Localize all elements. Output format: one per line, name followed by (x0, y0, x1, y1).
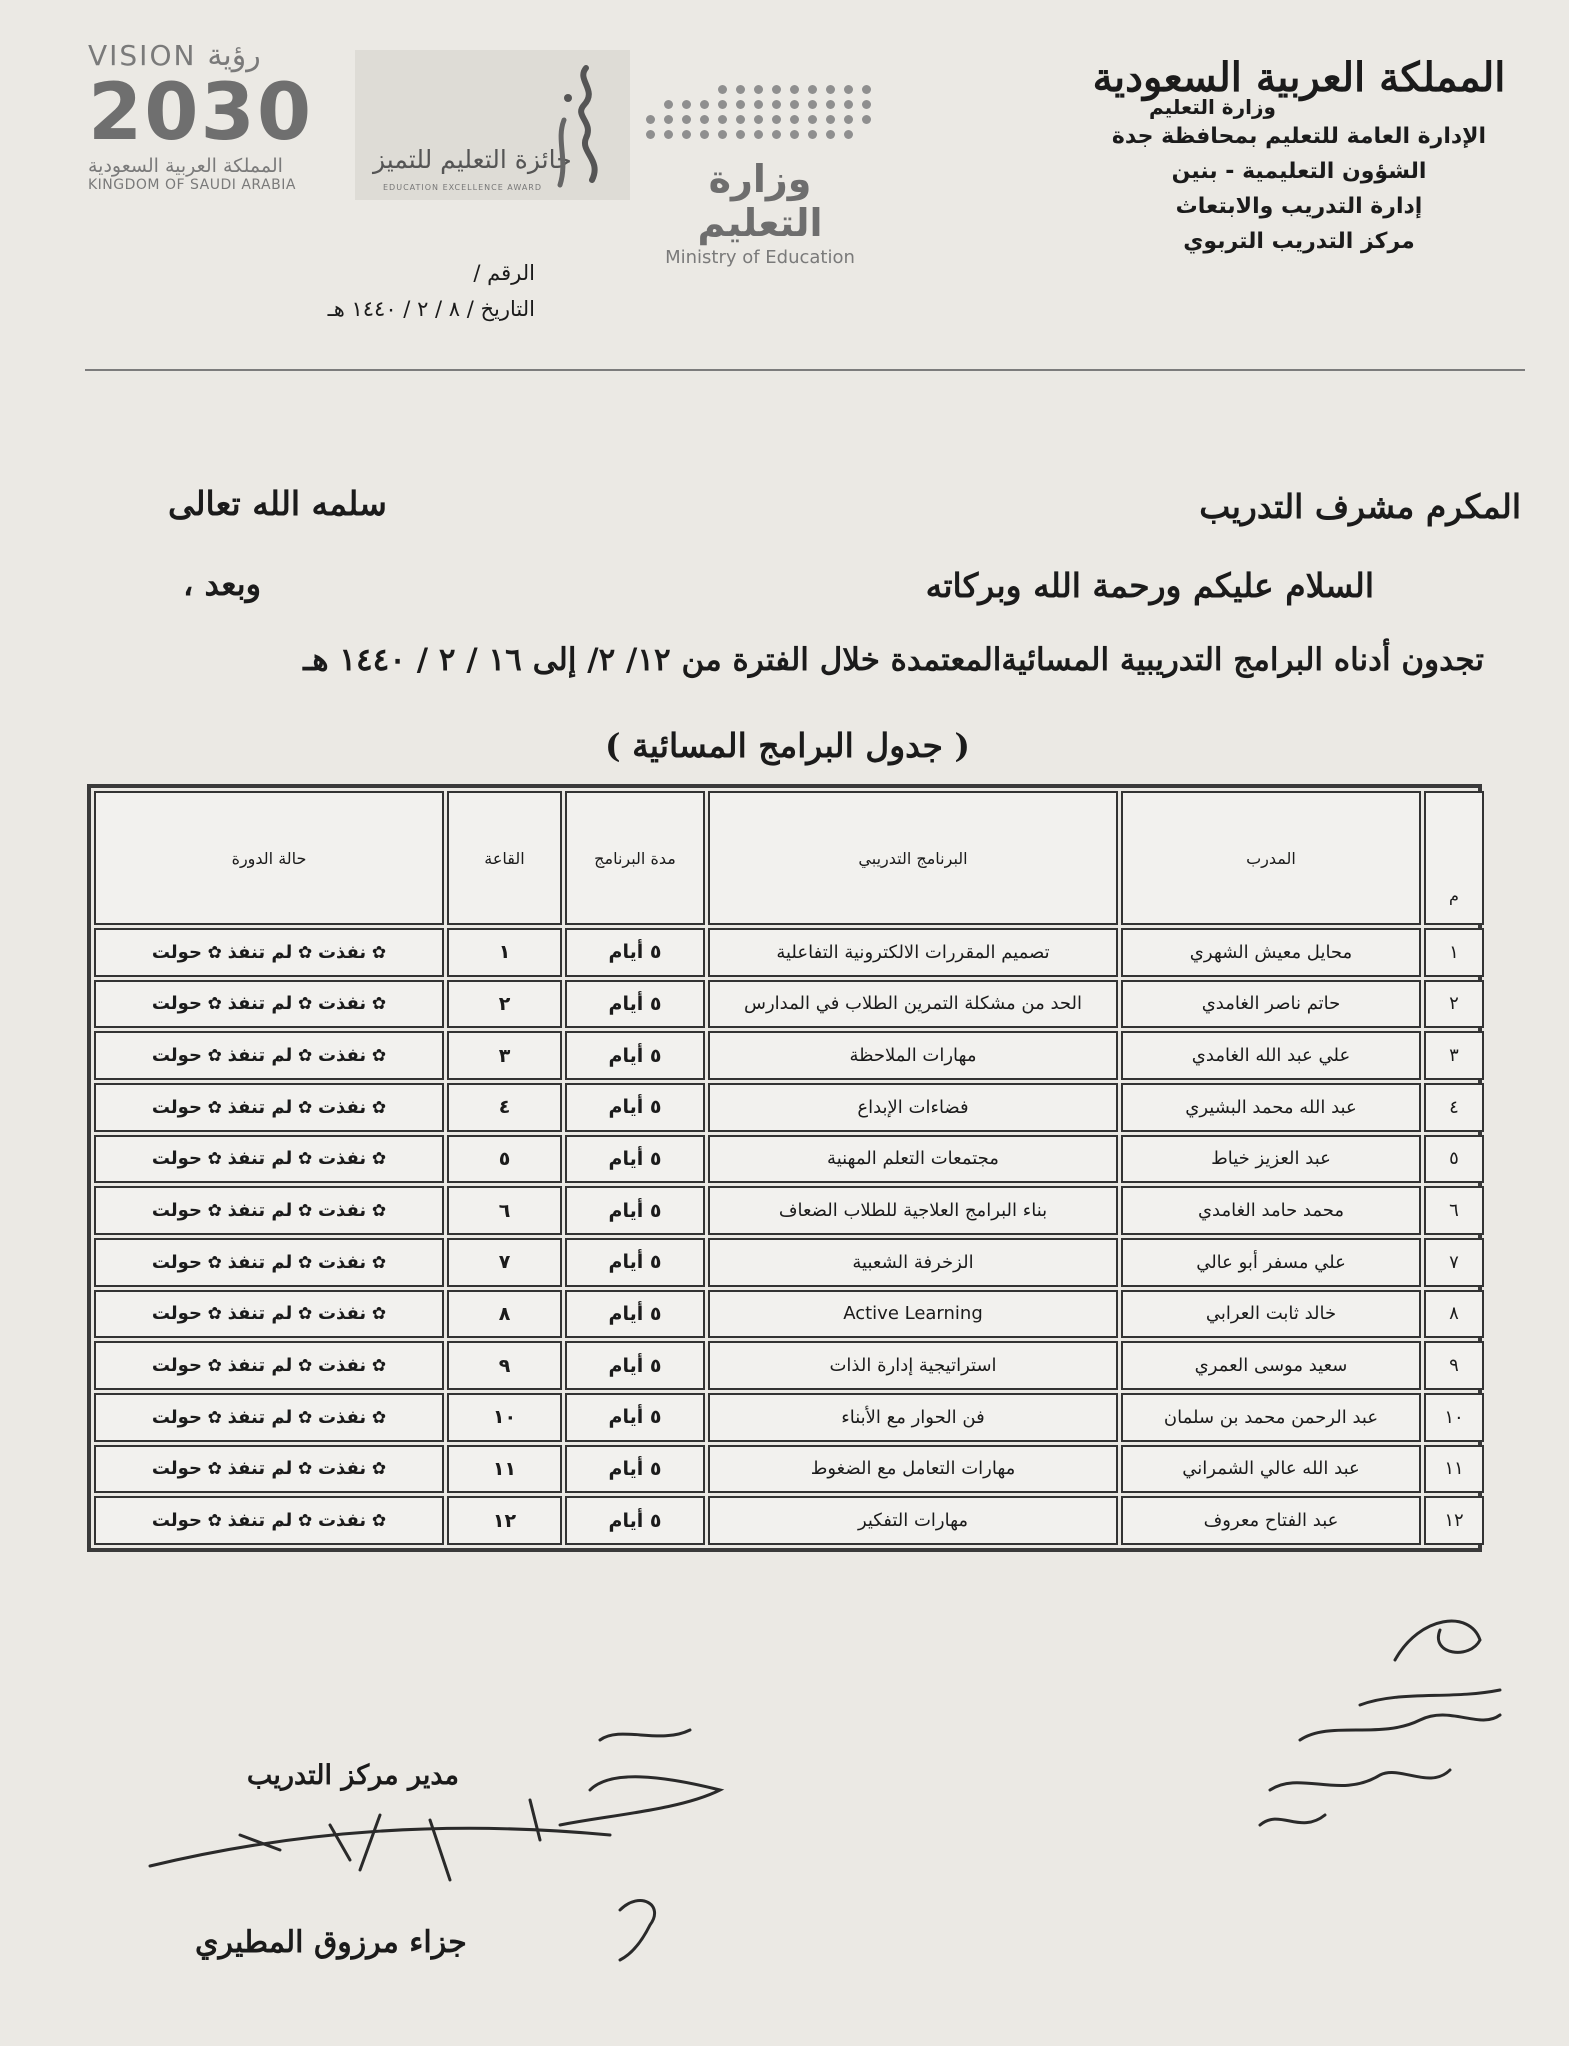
moe-dot (826, 85, 835, 94)
column-header-trainer: المدرب (1121, 791, 1421, 925)
moe-dot (826, 130, 835, 139)
table-row (94, 1135, 1484, 1184)
row-index: ٨ (1424, 1290, 1484, 1339)
moe-dot (844, 130, 853, 139)
row-trainer: علي عبد الله الغامدي (1121, 1031, 1421, 1080)
letterhead (1089, 55, 1509, 259)
table-title: ( جدول البرامج المسائية ) (605, 726, 970, 765)
table-row (94, 1290, 1484, 1339)
moe-dot (790, 130, 799, 139)
moe-dot (682, 130, 691, 139)
row-duration: ٥ أيام (565, 1496, 705, 1545)
moe-dot (790, 100, 799, 109)
row-room: ٢ (447, 980, 562, 1029)
status-option-gear-icon: ✿ (297, 1459, 313, 1480)
moe-dot (772, 85, 781, 94)
status-option-gear-icon: ✿ (297, 1201, 313, 1222)
row-trainer: عبد الفتاح معروف (1121, 1496, 1421, 1545)
row-room: ٤ (447, 1083, 562, 1132)
row-program: بناء البرامج العلاجية للطلاب الضعاف (708, 1186, 1118, 1235)
status-option-gear-icon: ✿ (371, 1356, 387, 1377)
ministry-of-education-logo (645, 85, 875, 268)
row-duration: ٥ أيام (565, 1031, 705, 1080)
director-title: مدير مركز التدريب (246, 1760, 459, 1791)
row-program: مجتمعات التعلم المهنية (708, 1135, 1118, 1184)
status-option-label: لم تنفذ (227, 941, 293, 963)
vision-logo-country-english: KINGDOM OF SAUDI ARABIA (88, 177, 296, 193)
status-option-gear-icon: ✿ (207, 1356, 222, 1377)
row-index: ١٠ (1424, 1393, 1484, 1442)
status-option-gear-icon: ✿ (297, 1304, 313, 1325)
status-option-gear-icon: ✿ (371, 1046, 387, 1067)
row-duration: ٥ أيام (565, 928, 705, 977)
row-trainer: عبد الله محمد البشيري (1121, 1083, 1421, 1132)
row-room: ١٠ (447, 1393, 562, 1442)
status-option-label: نفذت (317, 1510, 367, 1532)
status-option-label: نفذت (317, 993, 367, 1015)
status-option-label: نفذت (317, 1458, 367, 1480)
status-option-label: لم تنفذ (227, 1406, 293, 1428)
status-option-gear-icon: ✿ (207, 1046, 222, 1067)
status-option-gear-icon: ✿ (371, 1304, 387, 1325)
moe-dot (754, 85, 763, 94)
moe-dot (646, 115, 655, 124)
status-option-gear-icon: ✿ (207, 1407, 222, 1428)
status-option-gear-icon: ✿ (371, 1407, 387, 1428)
status-option-label: حولت (151, 1355, 202, 1377)
status-option-label: نفذت (317, 1355, 367, 1377)
moe-dot (808, 130, 817, 139)
row-program: الحد من مشكلة التمرين الطلاب في المدارس (708, 980, 1118, 1029)
programs-table (91, 788, 1487, 1548)
status-option-gear-icon: ✿ (297, 1149, 313, 1170)
status-option-gear-icon: ✿ (207, 942, 222, 963)
status-option-gear-icon: ✿ (371, 1097, 387, 1118)
moe-dot (754, 115, 763, 124)
row-status-options (94, 1341, 444, 1390)
letterhead-line: الشؤون التعليمية - بنين (1171, 159, 1427, 184)
status-option-gear-icon: ✿ (207, 1304, 222, 1325)
row-duration: ٥ أيام (565, 1238, 705, 1287)
status-option-label: نفذت (317, 1045, 367, 1067)
greeting: السلام عليكم ورحمة الله وبركاته (925, 566, 1374, 605)
moe-dot (664, 100, 673, 109)
row-status-options (94, 1083, 444, 1132)
row-index: ٤ (1424, 1083, 1484, 1132)
letterhead-line: مركز التدريب التربوي (1183, 229, 1415, 254)
row-trainer: خالد ثابت العرابي (1121, 1290, 1421, 1339)
row-status-options (94, 1496, 444, 1545)
row-index: ١ (1424, 928, 1484, 977)
status-option-gear-icon: ✿ (371, 994, 387, 1015)
row-duration: ٥ أيام (565, 1393, 705, 1442)
status-option-label: لم تنفذ (227, 1045, 293, 1067)
status-option-label: لم تنفذ (227, 1458, 293, 1480)
award-logo-english: EDUCATION EXCELLENCE AWARD (383, 183, 543, 192)
table-row (94, 1496, 1484, 1545)
table-row (94, 1083, 1484, 1132)
moe-dot (682, 100, 691, 109)
moe-dot (664, 130, 673, 139)
after-greeting: وبعد ، (183, 565, 262, 603)
status-option-gear-icon: ✿ (371, 1511, 387, 1532)
table-row (94, 928, 1484, 977)
moe-dot (826, 115, 835, 124)
row-program: الزخرفة الشعبية (708, 1238, 1118, 1287)
row-duration: ٥ أيام (565, 980, 705, 1029)
status-option-label: لم تنفذ (227, 1510, 293, 1532)
status-option-gear-icon: ✿ (207, 1511, 222, 1532)
table-row (94, 1341, 1484, 1390)
status-option-label: لم تنفذ (227, 1251, 293, 1273)
status-option-label: نفذت (317, 1096, 367, 1118)
row-program: فضاءات الإبداع (708, 1083, 1118, 1132)
row-duration: ٥ أيام (565, 1083, 705, 1132)
status-option-gear-icon: ✿ (297, 1356, 313, 1377)
moe-dot (790, 115, 799, 124)
intro-paragraph: تجدون أدناه البرامج التدريبية المسائيةالمعتمدة خلال الفترة من ١٢/ ٢/ إلى ١٦ / ٢ / ١٤٤٠ هـ (303, 642, 1484, 678)
moe-dot (700, 115, 709, 124)
moe-dot (736, 130, 745, 139)
honorific: سلمه الله تعالى (168, 484, 387, 523)
row-status-options (94, 1290, 444, 1339)
column-header-index: م (1424, 791, 1484, 925)
status-option-label: لم تنفذ (227, 1096, 293, 1118)
moe-dot (718, 100, 727, 109)
status-option-label: نفذت (317, 1148, 367, 1170)
row-program: تصميم المقررات الالكترونية التفاعلية (708, 928, 1118, 977)
row-program: مهارات التفكير (708, 1496, 1118, 1545)
row-room: ٣ (447, 1031, 562, 1080)
programs-table-frame (87, 784, 1482, 1552)
row-room: ١١ (447, 1445, 562, 1494)
moe-dot (772, 115, 781, 124)
row-status-options (94, 1445, 444, 1494)
status-option-gear-icon: ✿ (297, 1407, 313, 1428)
status-option-gear-icon: ✿ (207, 1459, 222, 1480)
moe-logo-english: Ministry of Education (665, 247, 855, 268)
moe-dot (754, 130, 763, 139)
status-option-label: نفذت (317, 1303, 367, 1325)
moe-dot (844, 115, 853, 124)
reference-block (225, 255, 535, 327)
moe-dots-icon (645, 85, 875, 139)
moe-dot (862, 100, 871, 109)
status-option-label: حولت (151, 1200, 202, 1222)
status-option-label: لم تنفذ (227, 1200, 293, 1222)
moe-dot (808, 115, 817, 124)
column-header-program: البرنامج التدريبي (708, 791, 1118, 925)
table-row (94, 980, 1484, 1029)
director-name: جزاء مرزوق المطيري (195, 1925, 467, 1960)
row-duration: ٥ أيام (565, 1135, 705, 1184)
row-room: ٧ (447, 1238, 562, 1287)
row-status-options (94, 1238, 444, 1287)
status-option-label: حولت (151, 1406, 202, 1428)
row-status-options (94, 928, 444, 977)
row-trainer: علي مسفر أبو عالي (1121, 1238, 1421, 1287)
row-program: استراتيجية إدارة الذات (708, 1341, 1118, 1390)
calligraphy-mark-icon (546, 60, 618, 195)
moe-dot (772, 130, 781, 139)
vision-2030-logo (88, 38, 348, 193)
row-room: ٩ (447, 1341, 562, 1390)
programs-table-body (94, 928, 1484, 1545)
status-option-gear-icon: ✿ (297, 942, 313, 963)
status-option-gear-icon: ✿ (207, 1097, 222, 1118)
row-room: ٦ (447, 1186, 562, 1235)
row-duration: ٥ أيام (565, 1341, 705, 1390)
table-row (94, 1445, 1484, 1494)
row-status-options (94, 1135, 444, 1184)
row-index: ٣ (1424, 1031, 1484, 1080)
table-row (94, 1238, 1484, 1287)
moe-dot (808, 100, 817, 109)
row-program: فن الحوار مع الأبناء (708, 1393, 1118, 1442)
row-status-options (94, 1031, 444, 1080)
row-trainer: حاتم ناصر الغامدي (1121, 980, 1421, 1029)
kingdom-title: المملكة العربية السعودية (1092, 54, 1506, 101)
status-option-label: حولت (151, 1045, 202, 1067)
row-status-options (94, 1393, 444, 1442)
status-option-gear-icon: ✿ (297, 1097, 313, 1118)
vision-logo-country-arabic: المملكة العربية السعودية (88, 155, 283, 177)
status-option-label: حولت (151, 993, 202, 1015)
moe-dot (844, 85, 853, 94)
status-option-gear-icon: ✿ (297, 1046, 313, 1067)
moe-dot (682, 115, 691, 124)
row-program: مهارات الملاحظة (708, 1031, 1118, 1080)
row-duration: ٥ أيام (565, 1290, 705, 1339)
status-option-label: نفذت (317, 1200, 367, 1222)
status-option-label: حولت (151, 1458, 202, 1480)
moe-dot (736, 85, 745, 94)
row-room: ١ (447, 928, 562, 977)
moe-dot (862, 115, 871, 124)
addressee: المكرم مشرف التدريب (1199, 487, 1521, 526)
status-option-label: حولت (151, 1303, 202, 1325)
column-header-room: القاعة (447, 791, 562, 925)
status-option-label: حولت (151, 941, 202, 963)
row-room: ١٢ (447, 1496, 562, 1545)
row-program: مهارات التعامل مع الضغوط (708, 1445, 1118, 1494)
vision-logo-word: VISION (88, 39, 197, 72)
moe-dot (736, 100, 745, 109)
column-header-status: حالة الدورة (94, 791, 444, 925)
status-option-label: حولت (151, 1251, 202, 1273)
row-trainer: عبد العزيز خياط (1121, 1135, 1421, 1184)
row-trainer: محايل معيش الشهري (1121, 928, 1421, 977)
row-index: ٩ (1424, 1341, 1484, 1390)
excellence-award-logo (355, 50, 630, 200)
row-status-options (94, 980, 444, 1029)
status-option-label: لم تنفذ (227, 993, 293, 1015)
row-duration: ٥ أيام (565, 1186, 705, 1235)
moe-logo-arabic: وزارة التعليم (697, 157, 823, 245)
moe-dot (844, 100, 853, 109)
status-option-gear-icon: ✿ (207, 1201, 222, 1222)
status-option-gear-icon: ✿ (371, 1201, 387, 1222)
status-option-label: حولت (151, 1510, 202, 1532)
moe-dot (664, 115, 673, 124)
row-index: ٧ (1424, 1238, 1484, 1287)
status-option-gear-icon: ✿ (207, 1149, 222, 1170)
award-logo-arabic: جائزة التعليم للتميز (373, 145, 572, 174)
signature-right (1260, 1621, 1500, 1825)
header-divider (85, 369, 1525, 371)
moe-dot (772, 100, 781, 109)
row-trainer: محمد حامد الغامدي (1121, 1186, 1421, 1235)
status-option-label: حولت (151, 1096, 202, 1118)
row-status-options (94, 1186, 444, 1235)
status-option-gear-icon: ✿ (297, 994, 313, 1015)
row-index: ٦ (1424, 1186, 1484, 1235)
status-option-gear-icon: ✿ (297, 1252, 313, 1273)
moe-dot (808, 85, 817, 94)
moe-dot (826, 100, 835, 109)
row-program: Active Learning (708, 1290, 1118, 1339)
letterhead-line: إدارة التدريب والابتعاث (1175, 194, 1423, 219)
table-row (94, 1393, 1484, 1442)
moe-dot (700, 130, 709, 139)
column-header-duration: مدة البرنامج (565, 791, 705, 925)
row-trainer: سعيد موسى العمري (1121, 1341, 1421, 1390)
moe-dot (718, 130, 727, 139)
status-option-gear-icon: ✿ (297, 1511, 313, 1532)
status-option-gear-icon: ✿ (371, 1149, 387, 1170)
moe-dot (718, 85, 727, 94)
reference-number-label: الرقم / (473, 261, 535, 285)
status-option-label: حولت (151, 1148, 202, 1170)
table-row (94, 1031, 1484, 1080)
row-index: ١١ (1424, 1445, 1484, 1494)
letter-date: التاريخ / ٨ / ٢ / ١٤٤٠ هـ (327, 297, 535, 321)
moe-dot (700, 100, 709, 109)
status-option-label: نفذت (317, 941, 367, 963)
status-option-gear-icon: ✿ (207, 994, 222, 1015)
row-room: ٨ (447, 1290, 562, 1339)
table-row (94, 1186, 1484, 1235)
row-duration: ٥ أيام (565, 1445, 705, 1494)
status-option-label: نفذت (317, 1406, 367, 1428)
moe-dot (718, 115, 727, 124)
status-option-label: لم تنفذ (227, 1303, 293, 1325)
row-trainer: عبد الله عالي الشمراني (1121, 1445, 1421, 1494)
row-trainer: عبد الرحمن محمد بن سلمان (1121, 1393, 1421, 1442)
status-option-label: لم تنفذ (227, 1355, 293, 1377)
row-index: ٥ (1424, 1135, 1484, 1184)
moe-dot (646, 130, 655, 139)
moe-dot (862, 85, 871, 94)
status-option-gear-icon: ✿ (371, 1252, 387, 1273)
table-header-row (94, 791, 1484, 925)
status-option-gear-icon: ✿ (371, 1459, 387, 1480)
vision-logo-year: 2030 (88, 68, 314, 158)
moe-dot (736, 115, 745, 124)
moe-dot (754, 100, 763, 109)
row-index: ١٢ (1424, 1496, 1484, 1545)
letterhead-line: الإدارة العامة للتعليم بمحافظة جدة (1111, 124, 1487, 149)
status-option-gear-icon: ✿ (371, 942, 387, 963)
vision-logo-arabic-word: رؤية (207, 38, 261, 73)
moe-dot (790, 85, 799, 94)
status-option-label: لم تنفذ (227, 1148, 293, 1170)
ministry-title: وزارة التعليم (1149, 95, 1276, 119)
status-option-label: نفذت (317, 1251, 367, 1273)
status-option-gear-icon: ✿ (207, 1252, 222, 1273)
row-room: ٥ (447, 1135, 562, 1184)
row-index: ٢ (1424, 980, 1484, 1029)
